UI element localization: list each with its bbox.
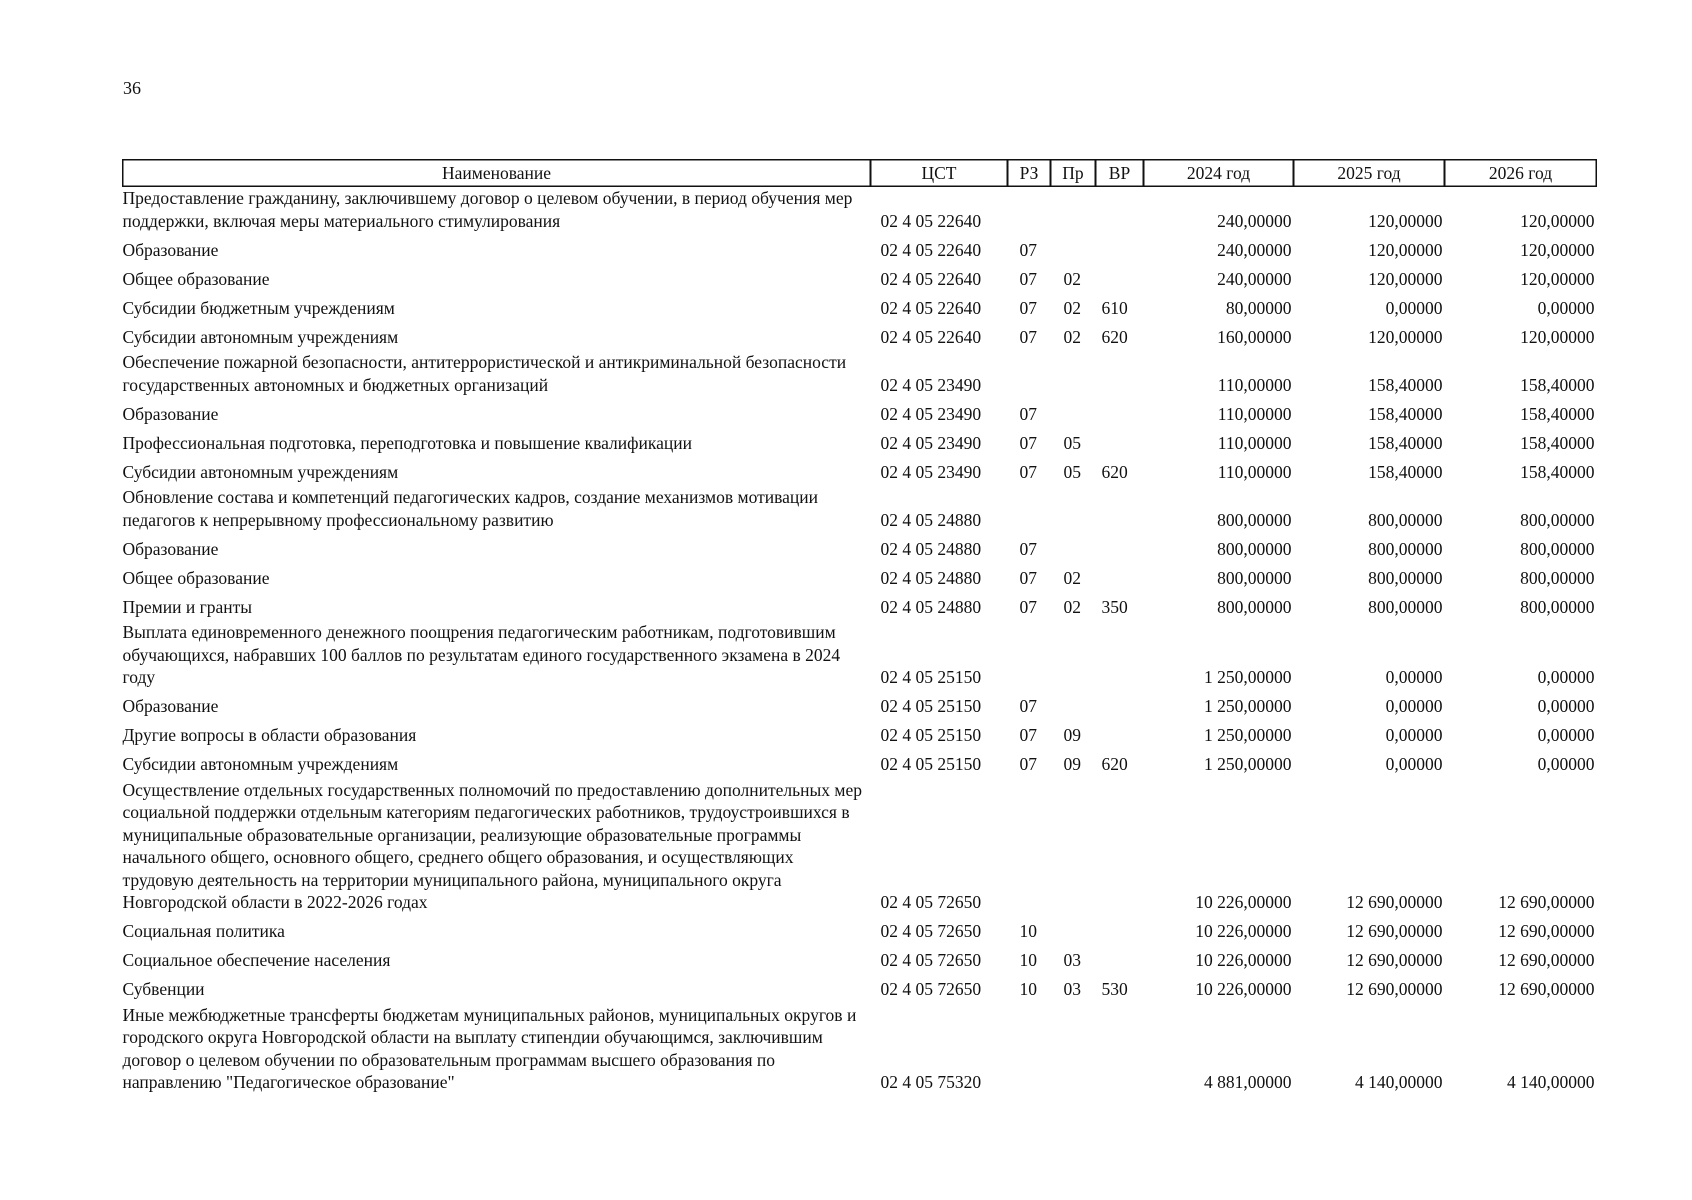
cell-rz: 07 <box>1019 297 1037 318</box>
cell-name: Субсидии автономным учреждениям <box>122 326 399 347</box>
cell-vr <box>1096 1004 1144 1097</box>
cell-name: Предоставление гражданину, заключившему договор о целевом обучении, в период обучения мер поддержки, включая меры материального стимулирования <box>122 188 853 231</box>
table-row <box>123 187 1597 236</box>
cell-name: Образование <box>122 403 219 424</box>
cell-name: Субсидии автономным учреждениям <box>122 754 399 774</box>
table-row <box>123 534 1597 563</box>
cell-y2026: 158,40000 <box>1520 432 1595 453</box>
cell-y2026: 158,40000 <box>1520 461 1595 482</box>
cell-rz <box>1008 621 1051 692</box>
cell-name: Общее образование <box>122 268 270 289</box>
table-row <box>123 621 1597 692</box>
cell-rz: 10 <box>1019 979 1037 999</box>
table-row <box>123 322 1597 351</box>
cell-pr <box>1051 486 1096 534</box>
cell-y2026: 800,00000 <box>1520 538 1595 559</box>
cell-cst: 02 4 05 24880 <box>880 596 982 617</box>
table-row <box>123 946 1597 975</box>
cell-vr <box>1096 917 1144 946</box>
cell-y2025: 800,00000 <box>1368 538 1443 559</box>
cell-vr <box>1096 235 1144 264</box>
cell-vr <box>1096 428 1144 457</box>
cell-y2025: 4 140,00000 <box>1355 1072 1443 1092</box>
cell-y2024: 800,00000 <box>1217 538 1292 559</box>
cell-y2024: 1 250,00000 <box>1204 754 1292 774</box>
cell-name: Субсидии автономным учреждениям <box>122 461 399 482</box>
cell-y2025: 120,00000 <box>1368 239 1443 260</box>
cell-name: Профессиональная подготовка, переподготовка и повышение квалификации <box>122 432 692 453</box>
cell-y2026: 800,00000 <box>1520 596 1595 617</box>
cell-rz <box>1008 486 1051 534</box>
cell-rz: 07 <box>1019 754 1037 774</box>
header-2024: 2024 год <box>1144 160 1294 187</box>
cell-rz: 07 <box>1019 239 1037 260</box>
cell-name: Премии и гранты <box>122 596 253 617</box>
cell-y2026: 0,00000 <box>1537 754 1595 774</box>
budget-table <box>122 159 1597 1097</box>
cell-y2024: 1 250,00000 <box>1204 696 1292 716</box>
cell-y2025: 158,40000 <box>1368 461 1443 482</box>
cell-rz: 07 <box>1019 326 1037 347</box>
cell-vr: 620 <box>1101 326 1128 347</box>
cell-y2024: 10 226,00000 <box>1195 950 1292 970</box>
cell-pr: 03 <box>1063 950 1081 970</box>
cell-y2024: 110,00000 <box>1217 461 1292 482</box>
cell-y2024: 80,00000 <box>1225 297 1292 318</box>
cell-cst: 02 4 05 22640 <box>880 210 982 231</box>
cell-y2026: 12 690,00000 <box>1498 979 1595 999</box>
cell-y2026: 0,00000 <box>1537 725 1595 745</box>
cell-pr <box>1051 399 1096 428</box>
cell-rz: 07 <box>1019 696 1037 716</box>
cell-cst: 02 4 05 24880 <box>880 567 982 588</box>
table-body <box>123 187 1597 1097</box>
cell-pr <box>1051 917 1096 946</box>
cell-rz: 07 <box>1019 725 1037 745</box>
cell-rz: 07 <box>1019 567 1037 588</box>
cell-vr <box>1096 187 1144 236</box>
cell-cst: 02 4 05 25150 <box>880 696 982 716</box>
cell-rz <box>1008 187 1051 236</box>
cell-rz: 07 <box>1019 403 1037 424</box>
cell-y2026: 12 690,00000 <box>1498 950 1595 970</box>
cell-vr <box>1096 621 1144 692</box>
cell-rz <box>1008 1004 1051 1097</box>
cell-y2025: 12 690,00000 <box>1346 979 1443 999</box>
cell-y2025: 120,00000 <box>1368 268 1443 289</box>
cell-name: Выплата единовременного денежного поощрения педагогическим работникам, подготовившим обучающихся, набравших 100 баллов по результатам единого государственного экзамена в 2024 году <box>122 622 841 687</box>
table-row <box>123 563 1597 592</box>
cell-vr <box>1096 563 1144 592</box>
table-row <box>123 264 1597 293</box>
cell-cst: 02 4 05 72650 <box>880 950 982 970</box>
cell-y2026: 120,00000 <box>1520 210 1595 231</box>
cell-cst: 02 4 05 22640 <box>880 326 982 347</box>
cell-y2025: 800,00000 <box>1368 596 1443 617</box>
cell-rz: 07 <box>1019 461 1037 482</box>
cell-pr: 02 <box>1063 596 1081 617</box>
cell-cst: 02 4 05 25150 <box>880 754 982 774</box>
header-2026: 2026 год <box>1445 160 1597 187</box>
cell-y2025: 0,00000 <box>1385 754 1443 774</box>
header-pr: Пр <box>1051 160 1096 187</box>
cell-y2025: 0,00000 <box>1385 725 1443 745</box>
cell-name: Субвенции <box>122 979 205 999</box>
cell-name: Другие вопросы в области образования <box>122 725 417 745</box>
cell-pr <box>1051 235 1096 264</box>
cell-y2025: 0,00000 <box>1385 696 1443 716</box>
cell-pr <box>1051 621 1096 692</box>
cell-pr: 09 <box>1063 754 1081 774</box>
header-vr: ВР <box>1096 160 1144 187</box>
table-row <box>123 351 1597 399</box>
table-row <box>123 779 1597 917</box>
cell-pr: 02 <box>1063 297 1081 318</box>
table-row <box>123 692 1597 721</box>
header-name: Наименование <box>123 160 871 187</box>
cell-y2025: 12 690,00000 <box>1346 950 1443 970</box>
cell-y2026: 800,00000 <box>1520 509 1595 530</box>
cell-y2026: 120,00000 <box>1520 268 1595 289</box>
cell-y2026: 158,40000 <box>1520 374 1595 395</box>
cell-y2024: 1 250,00000 <box>1204 667 1292 687</box>
cell-y2026: 800,00000 <box>1520 567 1595 588</box>
table-row <box>123 399 1597 428</box>
cell-vr <box>1096 486 1144 534</box>
cell-name: Общее образование <box>122 567 270 588</box>
cell-name: Обновление состава и компетенций педагогических кадров, создание механизмов мотивации педагогов к непрерывному профессиональному развитию <box>122 487 819 530</box>
table-row <box>123 293 1597 322</box>
cell-name: Образование <box>122 696 219 716</box>
cell-cst: 02 4 05 72650 <box>880 921 982 941</box>
cell-y2026: 12 690,00000 <box>1498 921 1595 941</box>
cell-y2025: 800,00000 <box>1368 509 1443 530</box>
cell-vr: 620 <box>1101 754 1128 774</box>
cell-y2025: 120,00000 <box>1368 326 1443 347</box>
cell-y2026: 120,00000 <box>1520 326 1595 347</box>
cell-vr <box>1096 264 1144 293</box>
cell-y2024: 240,00000 <box>1217 239 1292 260</box>
cell-y2025: 158,40000 <box>1368 374 1443 395</box>
cell-pr <box>1051 534 1096 563</box>
cell-pr: 02 <box>1063 567 1081 588</box>
cell-pr <box>1051 779 1096 917</box>
cell-y2026: 4 140,00000 <box>1507 1072 1595 1092</box>
cell-y2025: 0,00000 <box>1385 667 1443 687</box>
cell-name: Образование <box>122 538 219 559</box>
table-row <box>123 975 1597 1004</box>
cell-rz: 07 <box>1019 596 1037 617</box>
cell-y2024: 110,00000 <box>1217 403 1292 424</box>
cell-y2024: 240,00000 <box>1217 268 1292 289</box>
cell-y2024: 800,00000 <box>1217 596 1292 617</box>
table-row <box>123 457 1597 486</box>
cell-vr <box>1096 399 1144 428</box>
cell-name: Социальное обеспечение населения <box>122 950 391 970</box>
cell-pr <box>1051 187 1096 236</box>
cell-vr: 620 <box>1101 461 1128 482</box>
cell-name: Образование <box>122 239 219 260</box>
header-rz: РЗ <box>1008 160 1051 187</box>
cell-y2024: 110,00000 <box>1217 432 1292 453</box>
cell-y2026: 158,40000 <box>1520 403 1595 424</box>
cell-pr <box>1051 692 1096 721</box>
cell-cst: 02 4 05 72650 <box>880 979 982 999</box>
cell-cst: 02 4 05 75320 <box>880 1072 982 1092</box>
table-row <box>123 592 1597 621</box>
cell-y2025: 800,00000 <box>1368 567 1443 588</box>
cell-y2025: 0,00000 <box>1385 297 1443 318</box>
cell-cst: 02 4 05 72650 <box>880 892 982 912</box>
cell-name: Социальная политика <box>122 921 285 941</box>
cell-cst: 02 4 05 24880 <box>880 538 982 559</box>
header-row <box>123 160 1597 187</box>
cell-cst: 02 4 05 24880 <box>880 509 982 530</box>
cell-name: Осуществление отдельных государственных полномочий по предоставлению дополнительных мер социальной поддержки отдельным категориям педагогических работников, трудоустроившихся в муниципальные образовательные организации, реализующие образовательные программы начального общего, основного общего, среднего общего образования, и осуществляющих трудовую деятельность на территории муниципального района, муниципального округа Новгородской области в 2022-2026 годах <box>122 779 862 912</box>
cell-y2025: 158,40000 <box>1368 403 1443 424</box>
cell-pr: 05 <box>1063 461 1081 482</box>
cell-cst: 02 4 05 23490 <box>880 403 982 424</box>
cell-y2026: 0,00000 <box>1537 297 1595 318</box>
cell-y2024: 800,00000 <box>1217 567 1292 588</box>
table-row <box>123 721 1597 750</box>
cell-y2026: 120,00000 <box>1520 239 1595 260</box>
cell-rz: 07 <box>1019 432 1037 453</box>
cell-y2025: 12 690,00000 <box>1346 892 1443 912</box>
cell-y2025: 120,00000 <box>1368 210 1443 231</box>
cell-cst: 02 4 05 23490 <box>880 432 982 453</box>
cell-vr: 530 <box>1101 979 1128 999</box>
cell-vr <box>1096 534 1144 563</box>
cell-rz: 10 <box>1019 921 1037 941</box>
table-row <box>123 235 1597 264</box>
cell-y2026: 0,00000 <box>1537 667 1595 687</box>
cell-cst: 02 4 05 25150 <box>880 725 982 745</box>
cell-vr <box>1096 779 1144 917</box>
table-row <box>123 917 1597 946</box>
cell-vr <box>1096 721 1144 750</box>
cell-cst: 02 4 05 23490 <box>880 374 982 395</box>
cell-rz <box>1008 779 1051 917</box>
cell-vr <box>1096 946 1144 975</box>
cell-cst: 02 4 05 25150 <box>880 667 982 687</box>
cell-name: Обеспечение пожарной безопасности, антитеррористической и антикриминальной безопасности государственных автономных и бюджетных организаций <box>122 352 847 395</box>
cell-pr: 03 <box>1063 979 1081 999</box>
cell-y2026: 0,00000 <box>1537 696 1595 716</box>
cell-y2024: 1 250,00000 <box>1204 725 1292 745</box>
header-2025: 2025 год <box>1294 160 1445 187</box>
cell-y2024: 10 226,00000 <box>1195 921 1292 941</box>
cell-y2024: 800,00000 <box>1217 509 1292 530</box>
cell-vr: 350 <box>1101 596 1128 617</box>
cell-rz <box>1008 351 1051 399</box>
cell-pr: 09 <box>1063 725 1081 745</box>
budget-table-container <box>122 159 1596 1097</box>
cell-pr <box>1051 351 1096 399</box>
cell-name: Иные межбюджетные трансферты бюджетам муниципальных районов, муниципальных округов и городского округа Новгородской области на выплату стипендии обучающимся, заключившим договор о целевом обучении по образовательным программам высшего образования по направлению "Педагогическое образование" <box>122 1004 857 1092</box>
table-row <box>123 1004 1597 1097</box>
cell-y2024: 160,00000 <box>1217 326 1292 347</box>
cell-y2024: 4 881,00000 <box>1204 1072 1292 1092</box>
cell-rz: 07 <box>1019 268 1037 289</box>
cell-cst: 02 4 05 22640 <box>880 297 982 318</box>
cell-y2025: 158,40000 <box>1368 432 1443 453</box>
cell-y2024: 10 226,00000 <box>1195 892 1292 912</box>
table-row <box>123 486 1597 534</box>
cell-y2025: 12 690,00000 <box>1346 921 1443 941</box>
cell-pr: 02 <box>1063 268 1081 289</box>
cell-vr <box>1096 692 1144 721</box>
cell-y2024: 240,00000 <box>1217 210 1292 231</box>
cell-y2024: 110,00000 <box>1217 374 1292 395</box>
cell-name: Субсидии бюджетным учреждениям <box>122 297 395 318</box>
cell-cst: 02 4 05 23490 <box>880 461 982 482</box>
cell-y2024: 10 226,00000 <box>1195 979 1292 999</box>
cell-cst: 02 4 05 22640 <box>880 239 982 260</box>
page-number: 36 <box>123 78 141 98</box>
cell-pr: 05 <box>1063 432 1081 453</box>
cell-cst: 02 4 05 22640 <box>880 268 982 289</box>
table-row <box>123 428 1597 457</box>
cell-rz: 10 <box>1019 950 1037 970</box>
header-cst: ЦСТ <box>871 160 1008 187</box>
cell-pr: 02 <box>1063 326 1081 347</box>
cell-vr <box>1096 351 1144 399</box>
cell-vr: 610 <box>1101 297 1128 318</box>
table-header <box>123 160 1597 187</box>
cell-rz: 07 <box>1019 538 1037 559</box>
cell-y2026: 12 690,00000 <box>1498 892 1595 912</box>
cell-pr <box>1051 1004 1096 1097</box>
table-row <box>123 750 1597 779</box>
